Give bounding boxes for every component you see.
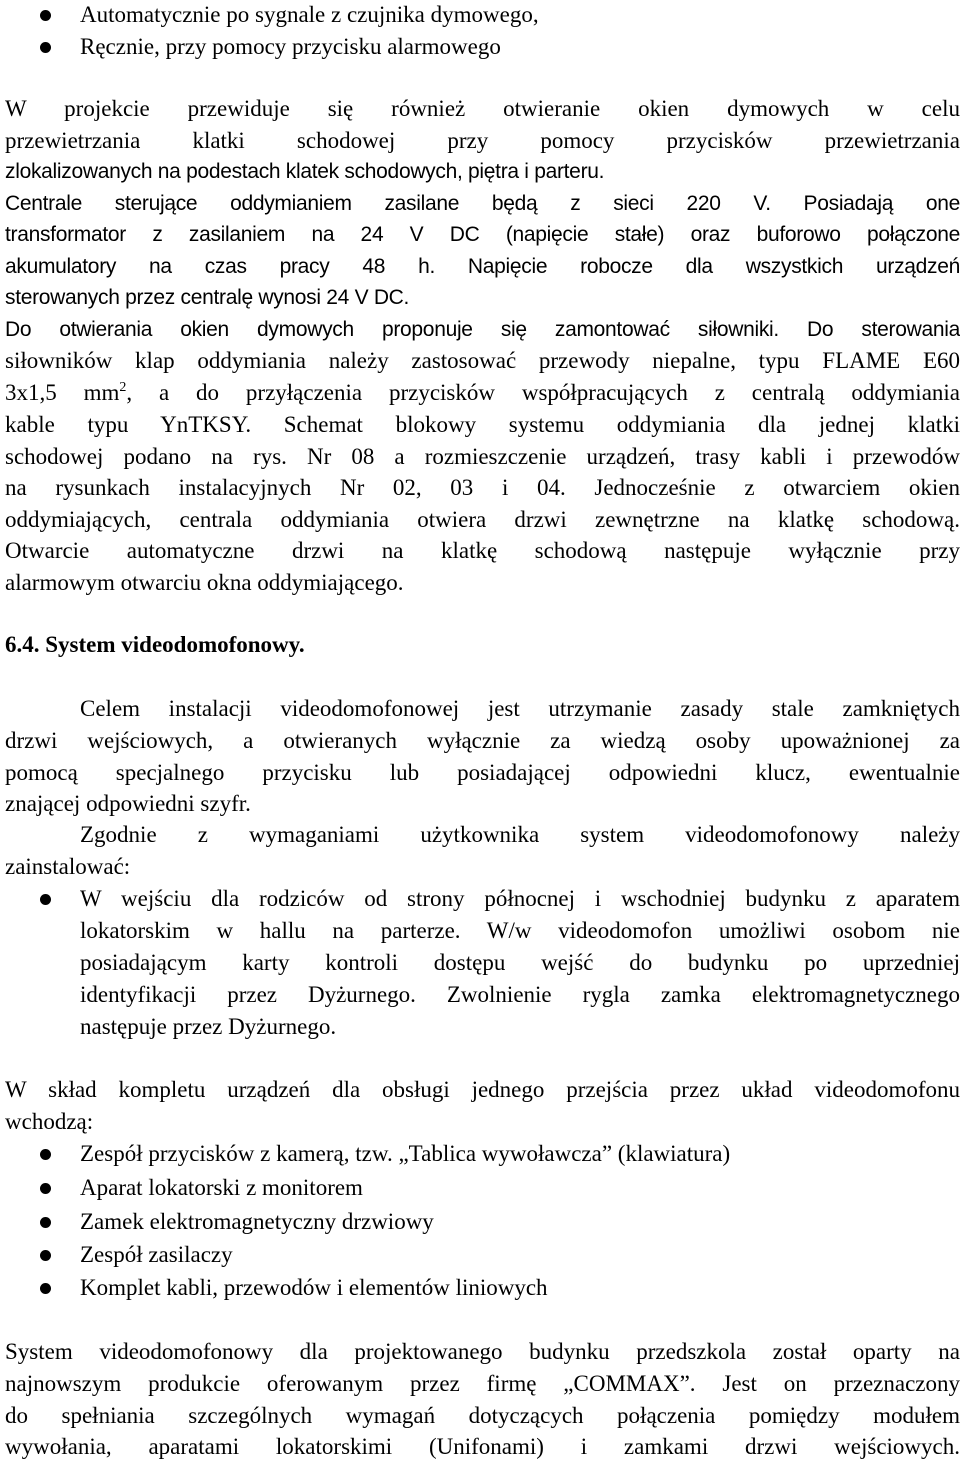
list-item-text: Zespół zasilaczy [80,1242,233,1267]
text-fragment: 3x1,5 mm [5,380,120,405]
text-line: sterowanych przez centralę wynosi 24 V DC. [5,286,410,309]
text-line: przewietrzania klatki schodowej przy pomocy przycisków przewietrzania [5,128,960,153]
text-line: Centrale sterujące oddymianiem zasilane będą z sieci 220 V. Posiadają one [5,192,960,215]
text-line: oddymiających, centrala oddymiania otwiera drzwi zewnętrzne na klatkę schodową. [5,507,960,532]
text-line: schodowej podano na rys. Nr 08 a rozmieszczenie urządzeń, trasy kabli i przewodów [5,444,960,469]
text-fragment: , a do przyłączenia przycisków współpracujących z centralą oddymiania [126,380,960,405]
text-line: identyfikacji przez Dyżurnego. Zwolnienie rygla zamka elektromagnetycznego [80,982,960,1007]
text-line: zlokalizowanych na podestach klatek schodowych, piętra i parteru. [5,160,605,183]
text-line: W wejściu dla rodziców od strony północnej i wschodniej budynku z aparatem [80,886,960,911]
list-item-text: Zamek elektromagnetyczny drzwiowy [80,1209,434,1234]
text-line: siłowników klap oddymiania należy zastosować przewody niepalne, typu FLAME E60 [5,348,960,373]
text-line: najnowszym produkcie oferowanym przez firmę „COMMAX”. Jest on przeznaczony [5,1371,960,1396]
text-line: W skład kompletu urządzeń dla obsługi jednego przejścia przez układ videodomofonu [5,1077,960,1102]
text-line: lokatorskim w hallu na parterze. W/w videodomofon umożliwi osobom nie [80,918,960,943]
text-line: drzwi wejściowych, a otwieranych wyłącznie za wiedzą osoby upoważnionej za [5,728,960,753]
text-line: Otwarcie automatyczne drzwi na klatkę schodową następuje wyłącznie przy [5,538,960,563]
text-line: Zgodnie z wymaganiami użytkownika system videodomofonowy należy [80,822,960,847]
list-item [0,0,960,34]
bullet-icon [40,1250,51,1261]
text-line: System videodomofonowy dla projektowanego budynku przedszkola został oparty na [5,1339,960,1364]
bullet-icon [40,10,51,21]
text-line: następuje przez Dyżurnego. [80,1014,337,1039]
bullet-icon [40,1183,51,1194]
list-item [0,1273,960,1307]
text-line: Celem instalacji videodomofonowej jest utrzymanie zasady stale zamkniętych [80,696,960,721]
list-item [0,1240,960,1274]
bullet-icon [40,42,51,53]
text-line: alarmowym otwarciu okna oddymiającego. [5,570,404,595]
text-line: wywołania, aparatami lokatorskimi (Unifonami) i zamkami drzwi wejściowych. [5,1434,960,1459]
text-line: na rysunkach instalacyjnych Nr 02, 03 i 04. Jednocześnie z otwarciem okien [5,475,960,500]
list-item-text: Komplet kabli, przewodów i elementów liniowych [80,1275,548,1300]
text-line: W projekcie przewiduje się również otwieranie okien dymowych w celu [5,96,960,121]
list-item [0,1207,960,1241]
text-line: akumulatory na czas pracy 48 h. Napięcie robocze dla wszystkich urządzeń [5,255,960,278]
text-line: posiadającym karty kontroli dostępu wejść do budynku po uprzedniej [80,950,960,975]
list-item [0,32,960,66]
text-line: transformator z zasilaniem na 24 V DC (napięcie stałe) oraz buforowo połączone [5,223,960,246]
list-item [0,1139,960,1173]
list-item-text: Aparat lokatorski z monitorem [80,1175,363,1200]
list-item-text: Zespół przycisków z kamerą, tzw. „Tablica wywoławcza” (klawiatura) [80,1141,731,1166]
list-item-text: Ręcznie, przy pomocy przycisku alarmowego [80,34,501,59]
bullet-icon [40,1217,51,1228]
text-line: znającej odpowiedni szyfr. [5,791,251,816]
list-item [0,1173,960,1207]
text-line: Do otwierania okien dymowych proponuje się zamontować siłowniki. Do sterowania [5,318,960,341]
text-line: wchodzą: [5,1109,94,1134]
text-line: kable typu YnTKSY. Schemat blokowy systemu oddymiania dla jednej klatki [5,412,960,437]
bullet-icon [40,1283,51,1294]
bullet-icon [40,894,51,905]
section-heading: 6.4. System videodomofonowy. [5,632,305,657]
superscript: 2 [119,380,127,395]
bullet-icon [40,1149,51,1160]
list-item-text: Automatycznie po sygnale z czujnika dymowego, [80,2,539,27]
text-line: zainstalować: [5,854,131,879]
text-line [5,378,960,408]
text-line: do spełniania szczególnych wymagań dotyczących połączenia pomiędzy modułem [5,1403,960,1428]
text-line: pomocą specjalnego przycisku lub posiadającej odpowiedni klucz, ewentualnie [5,760,960,785]
